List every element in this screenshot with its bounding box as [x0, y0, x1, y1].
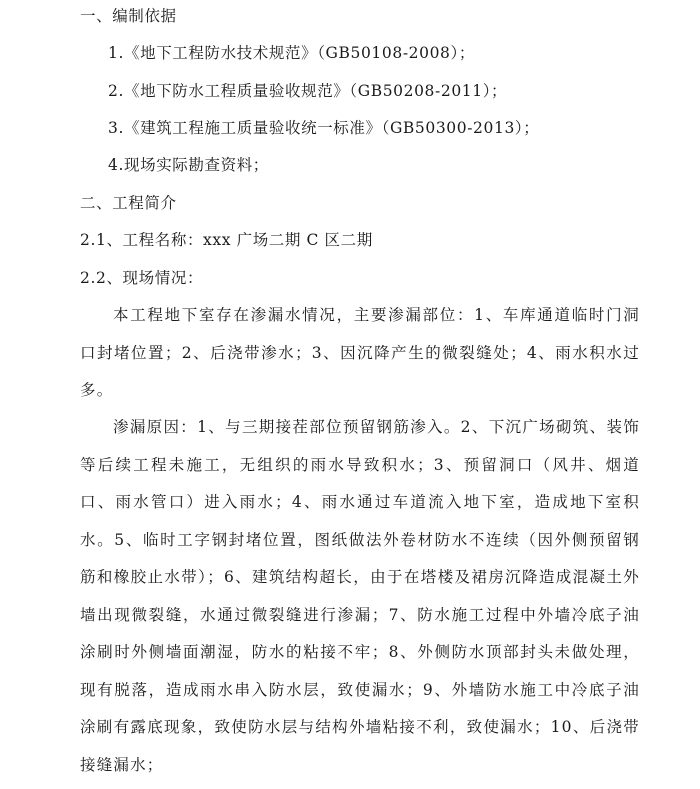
section2-heading: 二、工程简介	[80, 194, 177, 212]
list-item: 2.《地下防水工程质量验收规范》（GB50208-2011）；	[108, 82, 508, 100]
leak-locations-paragraph: 本工程地下室存在渗漏水情况，主要渗漏部位：1、车库通道临时门洞口封堵位置；2、后浇带渗水；3、因沉降产生的微裂缝处；4、雨水积水过多。	[80, 306, 640, 399]
list-item: 3.《建筑工程施工质量验收统一标准》（GB50300-2013）；	[108, 119, 540, 137]
list-item: 4.现场实际勘查资料；	[108, 156, 269, 174]
list-item: 1.《地下工程防水技术规范》（GB50108-2008）；	[108, 44, 475, 62]
project-name: 2.1、工程名称：xxx 广场二期 C 区二期	[80, 231, 373, 249]
section1-heading: 一、编制依据	[80, 7, 177, 25]
leak-causes-paragraph: 渗漏原因：1、与三期接茬部位预留钢筋渗入。2、下沉广场砌筑、装饰等后续工程未施工，无组织的雨水导致积水；3、预留洞口（风井、烟道口、雨水管口）进入雨水；4、雨水通过车道流入地下室，造成地下室积水。5、临时工字钢封堵位置，图纸做法外卷材防水不连续（因外侧预留钢筋和橡胶止水带）；6、建筑结构超长，由于在塔楼及裙房沉降造成混凝土外墙出现微裂缝，水通过微裂缝进行渗漏；7、防水施工过程中外墙冷底子油涂刷时外侧墙面潮湿，防水的粘接不牢；8、外侧防水顶部封头未做处理，现有脱落，造成雨水串入防水层，致使漏水；9、外墙防水施工中冷底子油涂刷有露底现象，致使防水层与结构外墙粘接不利，致使漏水；10、后浇带接缝漏水；	[80, 418, 640, 774]
site-heading: 2.2、现场情况：	[80, 269, 204, 287]
